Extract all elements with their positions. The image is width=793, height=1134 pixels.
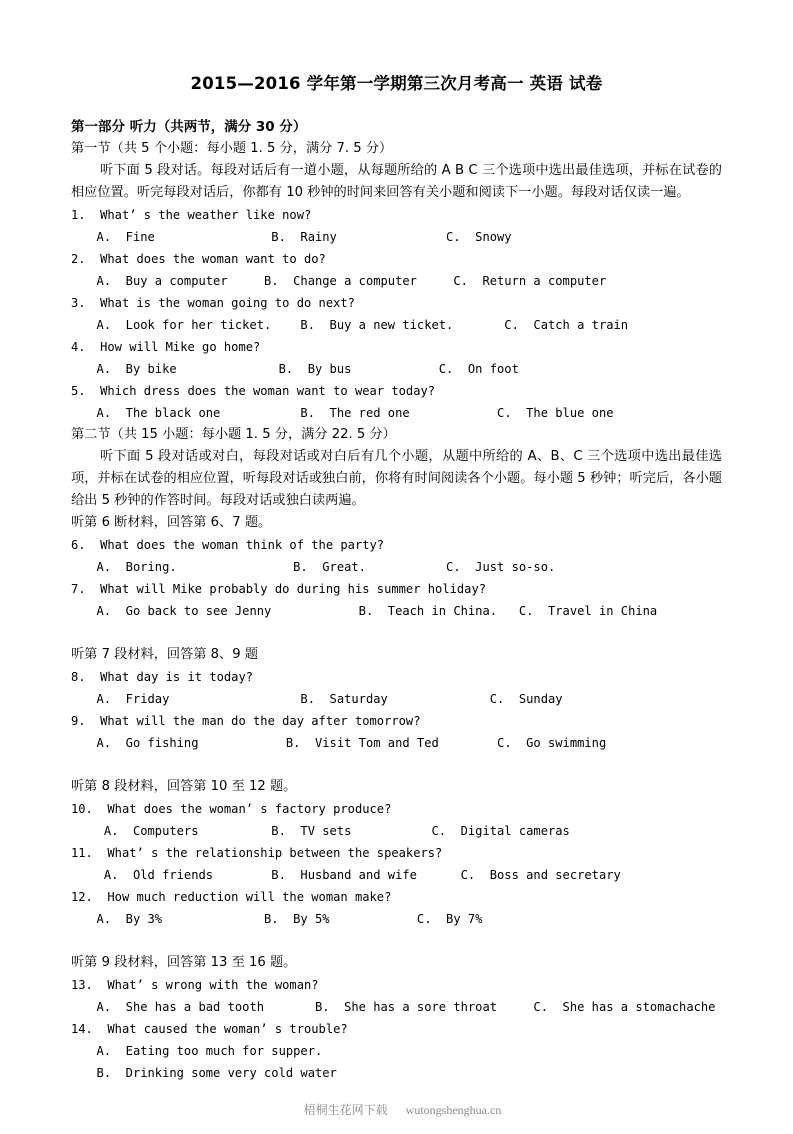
question-10: 10. What does the woman’ s factory produce? [71,802,392,816]
spacer [71,622,726,644]
material-7-header: 听第 7 段材料，回答第 8、9 题 [71,647,259,662]
question-1-options: A. Fine B. Rainy C. Snowy [82,230,512,244]
question-10-options: A. Computers B. TV sets C. Digital cameras [82,824,570,838]
question-11-options: A. Old friends B. Husband and wife C. Boss and secretary [82,868,621,882]
section-one-instructions: 听下面 5 段对话。每段对话后有一道小题，从每题所给的 A B C 三个选项中选出最佳选项，并标在试卷的相应位置。听完每段对话后，你都有 10 秒钟的时间来回答有关小题和阅读下一小题。每段对话仅读一遍。 [71,163,722,200]
question-5-options: A. The black one B. The red one C. The blue one [82,406,614,420]
question-4: 4. How will Mike go home? [71,340,261,354]
section-one-heading: 第一节（共 5 个小题：每小题 1. 5 分，满分 7. 5 分） [71,141,393,156]
question-6-options: A. Boring. B. Great. C. Just so-so. [82,560,556,574]
question-5: 5. Which dress does the woman want to wear today? [71,384,436,398]
part-one-heading: 第一部分 听力（共两节，满分 30 分） [71,119,307,135]
question-6: 6. What does the woman think of the party? [71,538,385,552]
question-7: 7. What will Mike probably do during his summer holiday? [71,582,487,596]
question-3: 3. What is the woman going to do next? [71,296,355,310]
section-two-instructions: 听下面 5 段对话或对白，每段对话或对白后有几个小题，从题中所给的 A、B、C 三个选项中选出最佳选项，并标在试卷的相应位置，听每段对话或独白前，你将有时间阅读各个小题。每小题 5 秒钟；听完后，各小题给出 5 秒钟的作答时间。每段对话或独白读两遍。 [71,449,722,508]
section-two-heading: 第二节（共 15 小题：每小题 1. 5 分，满分 22. 5 分） [71,427,396,442]
question-9-options: A. Go fishing B. Visit Tom and Ted C. Go swimming [82,736,607,750]
page-title: 2015—2016 学年第一学期第三次月考高一 英语 试卷 [190,74,603,93]
question-2: 2. What does the woman want to do? [71,252,326,266]
question-8-options: A. Friday B. Saturday C. Sunday [82,692,563,706]
question-14-option-a: A. Eating too much for supper. [82,1044,323,1058]
question-12-options: A. By 3% B. By 5% C. By 7% [82,912,483,926]
question-4-options: A. By bike B. By bus C. On foot [82,362,519,376]
question-14-option-b: B. Drinking some very cold water [82,1066,337,1080]
question-12: 12. How much reduction will the woman make? [71,890,392,904]
material-8-header: 听第 8 段材料，回答第 10 至 12 题。 [71,779,297,794]
question-1: 1. What’ s the weather like now? [71,208,312,222]
question-13-options: A. She has a bad tooth B. She has a sore throat C. She has a stomachache [82,1000,716,1014]
spacer [71,930,726,952]
material-6-header: 听第 6 断材料，回答第 6、7 题。 [71,515,272,530]
question-11: 11. What’ s the relationship between the speakers? [71,846,443,860]
material-9-header: 听第 9 段材料，回答第 13 至 16 题。 [71,955,297,970]
question-8: 8. What day is it today? [71,670,254,684]
footer-site-name: 梧桐生花网下载 [303,1103,388,1117]
question-3-options: A. Look for her ticket. B. Buy a new ticket. C. Catch a train [82,318,629,332]
spacer [71,754,726,776]
question-13: 13. What’ s wrong with the woman? [71,978,319,992]
footer-spacer [388,1103,406,1117]
question-2-options: A. Buy a computer B. Change a computer C. Return a computer [82,274,607,288]
question-9: 9. What will the man do the day after tomorrow? [71,714,421,728]
document-body [71,116,726,1084]
question-14: 14. What caused the woman’ s trouble? [71,1022,348,1036]
footer-site-url: wutongshenghua.cn [405,1103,502,1117]
question-7-options: A. Go back to see Jenny B. Teach in China. C. Travel in China [82,604,658,618]
footer-watermark [0,1086,793,1134]
